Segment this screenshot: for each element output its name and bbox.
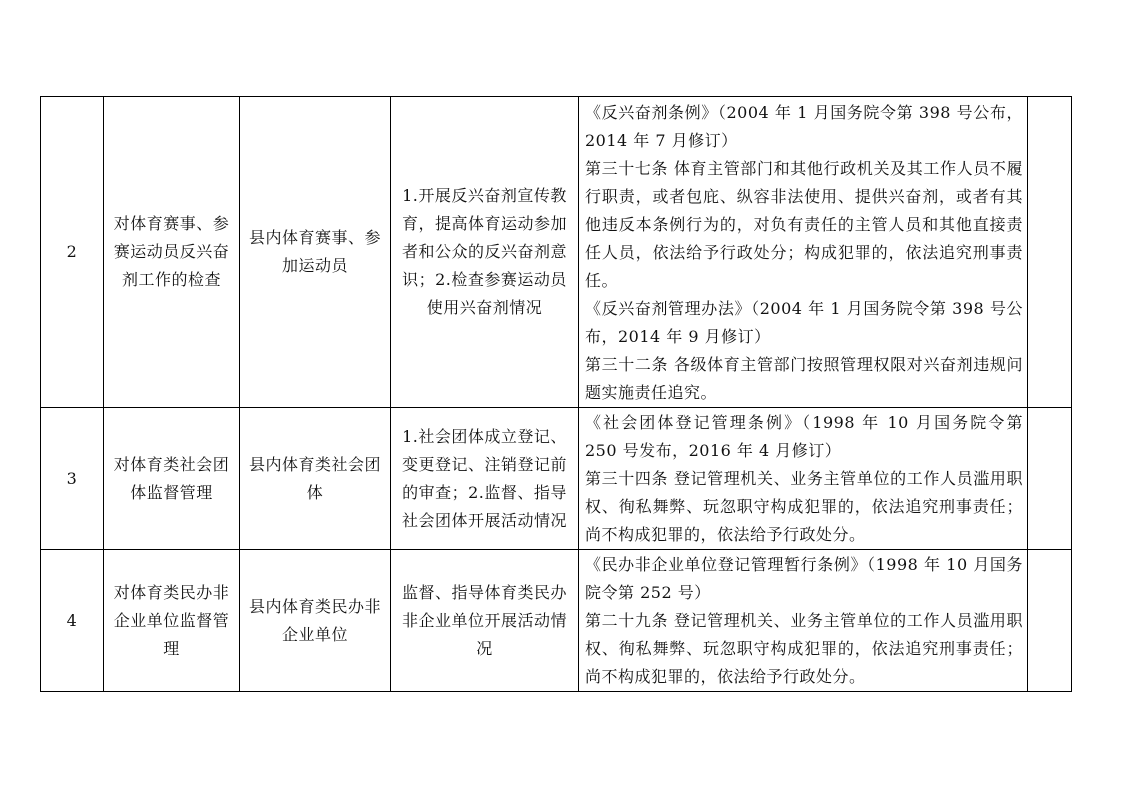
regulation-table [40, 96, 1072, 692]
row-number-text: 3 [66, 468, 78, 488]
supervision-scope [240, 550, 391, 692]
row-number [41, 550, 104, 692]
supervision-content [391, 408, 579, 550]
legal-basis-article: 第三十七条 体育主管部门和其他行政机关及其工作人员不履行职责，或者包庇、纵容非法使用、提供兴奋剂，或者有其他违反本条例行为的，对负有责任的主管人员和其他直接责任人员，依法给予行政处分；构成犯罪的，依法追究刑事责任。 [585, 159, 1023, 290]
supervision-scope [240, 97, 391, 408]
legal-basis-article: 第三十四条 登记管理机关、业务主管单位的工作人员滥用职权、徇私舞弊、玩忽职守构成犯罪的，依法追究刑事责任；尚不构成犯罪的，依法给予行政处分。 [585, 469, 1023, 544]
supervision-item [104, 550, 240, 692]
remark-cell [1028, 97, 1072, 408]
supervision-scope-text: 县内体育类民办非企业单位 [248, 596, 381, 644]
legal-basis-source: 《民办非企业单位登记管理暂行条例》（1998 年 10 月国务院令第 252 号） [585, 555, 1023, 602]
supervision-item-text: 对体育赛事、参赛运动员反兴奋剂工作的检查 [113, 214, 230, 289]
supervision-content [391, 550, 579, 692]
remark-cell [1028, 550, 1072, 692]
legal-basis-article: 第三十二条 各级体育主管部门按照管理权限对兴奋剂违规问题实施责任追究。 [585, 355, 1023, 402]
supervision-content-text: 监督、指导体育类民办非企业单位开展活动情况 [401, 582, 567, 658]
remark-cell [1028, 408, 1072, 550]
supervision-item-text: 对体育类民办非企业单位监督管理 [113, 582, 230, 658]
supervision-content [391, 97, 579, 408]
row-number [41, 408, 104, 550]
legal-basis-source: 《反兴奋剂管理办法》（2004 年 1 月国务院令第 398 号公布，2014 年 9 月修订） [585, 299, 1023, 346]
row-number-text: 4 [66, 610, 78, 630]
legal-basis [579, 550, 1028, 692]
legal-basis [579, 97, 1028, 408]
table-row [41, 550, 1072, 692]
legal-basis [579, 408, 1028, 550]
supervision-content-text: 1.开展反兴奋剂宣传教育，提高体育运动参加者和公众的反兴奋剂意识；2.检查参赛运动员使用兴奋剂情况 [401, 186, 567, 317]
table-row [41, 408, 1072, 550]
supervision-item [104, 408, 240, 550]
legal-basis-article: 第二十九条 登记管理机关、业务主管单位的工作人员滥用职权、徇私舞弊、玩忽职守构成犯罪的，依法追究刑事责任；尚不构成犯罪的，依法给予行政处分。 [585, 611, 1023, 686]
legal-basis-source: 《反兴奋剂条例》（2004 年 1 月国务院令第 398 号公布，2014 年 7 月修订） [585, 103, 1023, 150]
supervision-scope [240, 408, 391, 550]
supervision-content-text: 1.社会团体成立登记、变更登记、注销登记前的审查；2.监督、指导社会团体开展活动情况 [401, 426, 567, 530]
legal-basis-source: 《社会团体登记管理条例》（1998 年 10 月国务院令第 250 号发布，2016 年 4 月修订） [585, 413, 1023, 460]
supervision-scope-text: 县内体育赛事、参加运动员 [248, 228, 381, 275]
table-row [41, 97, 1072, 408]
supervision-item [104, 97, 240, 408]
row-number-text: 2 [66, 242, 78, 261]
supervision-scope-text: 县内体育类社会团体 [248, 454, 381, 502]
supervision-item-text: 对体育类社会团体监督管理 [113, 454, 230, 502]
row-number [41, 97, 104, 408]
